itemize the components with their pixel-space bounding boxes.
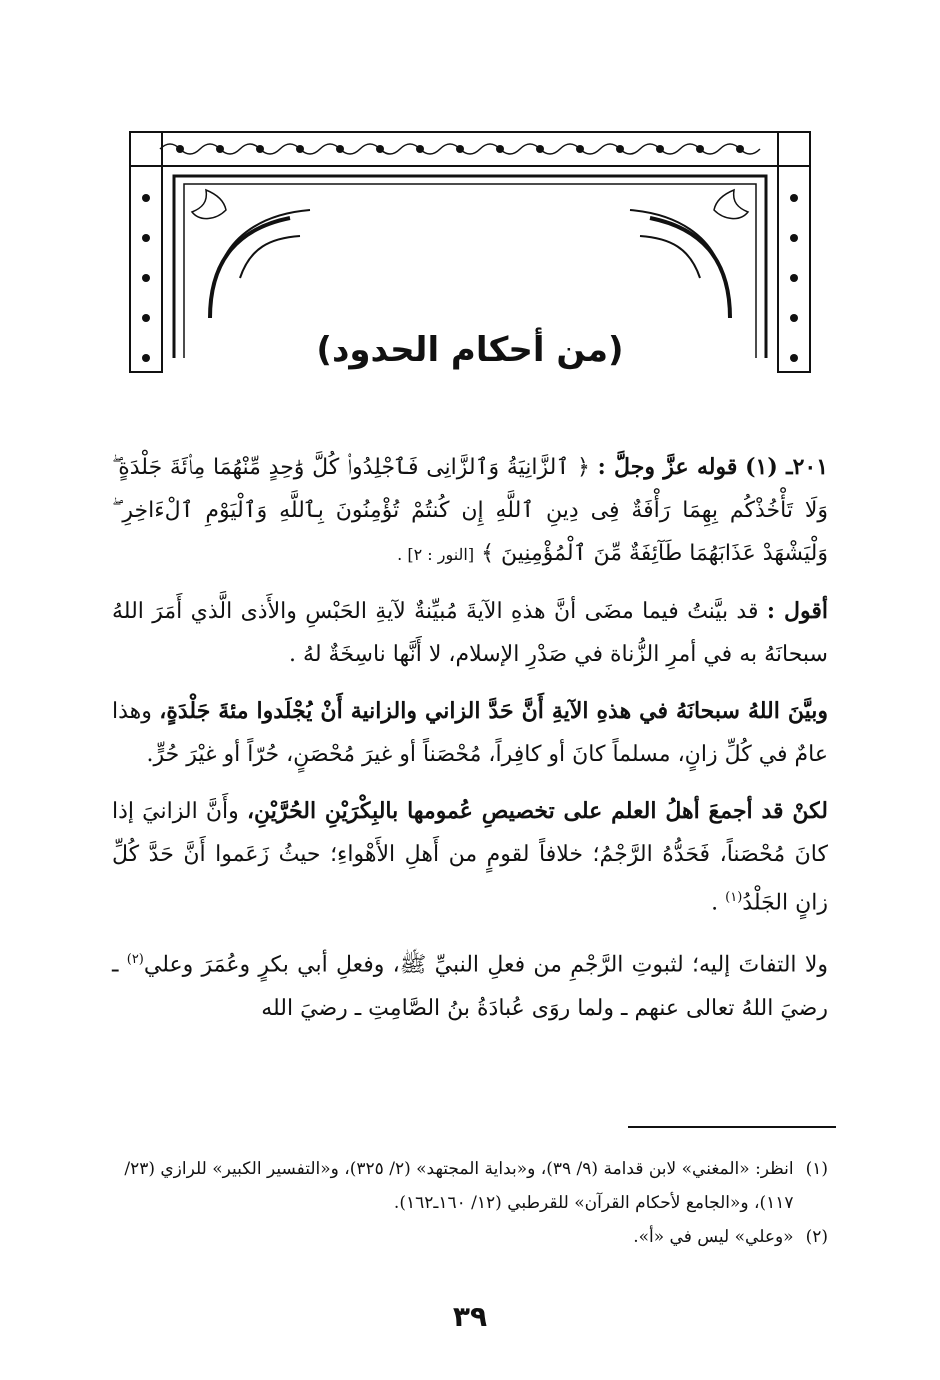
paragraph-aqool: [112, 590, 828, 676]
lakin-text: وأَنَّ الزانيَ إذا كانَ مُحْصَناً، فَحَدُّهُ الرَّجْمُ؛ خلافاً لقومٍ من أَهلِ الأَهْواءِ؛ حيثُ زَعَموا أَنَّ حَدَّ كُلِّ زانٍ الجَلْدُ: [112, 799, 828, 916]
iltifat-text: ولا التفاتَ إليه؛ لثبوتِ الرَّجْمِ من فعلِ النبيِّ ﷺ، وفعلِ أبي بكرٍ وعُمَرَ وعلي: [143, 952, 828, 978]
footnote-number: (١): [805, 1159, 828, 1179]
footnote-mark-1[interactable]: (١): [725, 890, 743, 905]
paragraph-iltifat: [112, 938, 828, 1029]
verse-reference: [النور : ٢] .: [397, 545, 475, 564]
paragraph-bayyana: [112, 690, 828, 776]
bayyana-text: وهذا عامٌ في كُلِّ زانٍ، مسلماً كانَ أو كافِراً، مُحْصَناً أو غيرَ مُحْصَنٍ، حُرّاً أو غيْرَ حُرٍّ.: [112, 699, 828, 767]
footnote-divider: [628, 1126, 836, 1128]
aqool-lead: أقول :: [766, 598, 828, 624]
bayyana-lead: وبيَّنَ اللهُ سبحانَهُ في هذهِ الآيةِ أَنَّ حَدَّ الزاني والزانية أَنْ يُجْلَدوا مئةَ جَلْدَةٍ،: [159, 698, 828, 724]
footnote-1: [112, 1152, 828, 1220]
iltifat-end: ـ رضيَ اللهُ تعالى عنهم ـ ولما روَى عُبادَةُ بنُ الصَّامِتِ ـ رضيَ الله: [112, 952, 828, 1021]
entry-lead: قوله عزَّ وجلَّ :: [597, 454, 738, 480]
footnote-text: «وعلي» ليس في «أ».: [633, 1227, 794, 1247]
footnote-mark-2[interactable]: (٢): [126, 952, 144, 968]
lakin-end: .: [711, 890, 719, 916]
footnotes: [112, 1152, 828, 1254]
main-text: [112, 446, 828, 1044]
footnote-2: [112, 1220, 828, 1254]
lakin-lead: لكنْ قد أجمعَ أهلُ العلم على تخصيصِ عُمومها بالبِكْرَيْنِ الحُرَّيْنِ،: [246, 798, 828, 824]
footnote-number: (٢): [805, 1227, 828, 1247]
paragraph-201: [112, 446, 828, 576]
entry-number: ٢٠١ـ (١): [745, 454, 829, 480]
chapter-title: (من أحكام الحدود): [316, 330, 624, 370]
aqool-text: قد بيَّنتُ فيما مضَى أنَّ هذهِ الآيةَ مُبيِّنةٌ لآيةِ الحَبْسِ والأَذى الَّذي أَمَرَ اللهُ سبحانَهُ به في أمرِ الزُّناة في صَدْرِ الإسلام، لا أَنَّها ناسِخَةٌ لهُ .: [112, 599, 828, 667]
quran-verse: ﴿ ٱلزَّانِيَةُ وَٱلزَّانِى فَٱجْلِدُوا۟ كُلَّ وَٰحِدٍ مِّنْهُمَا مِا۟ئَةَ جَلْدَةٍ ۖ وَلَا تَأْخُذْكُم بِهِمَا رَأْفَةٌ فِى دِينِ ٱللَّهِ إِن كُنتُمْ تُؤْمِنُونَ بِٱللَّهِ وَٱلْيَوْمِ ٱلْءَاخِرِ ۖ وَلْيَشْهَدْ عَذَابَهُمَا طَآئِفَةٌ مِّنَ ٱلْمُؤْمِنِينَ ﴾: [112, 455, 828, 566]
paragraph-lakin: [112, 790, 828, 924]
footnote-text: انظر: «المغني» لابن قدامة (٩/ ٣٩)، و«بداية المجتهد» (٢/ ٣٢٥)، و«التفسير الكبير» للرازي (٢٣/ ١١٧)، و«الجامع لأحكام القرآن» للقرطبي (١٢/ ١٦٠ـ١٦٢).: [124, 1159, 794, 1213]
page-number: ٣٩: [452, 1300, 488, 1333]
